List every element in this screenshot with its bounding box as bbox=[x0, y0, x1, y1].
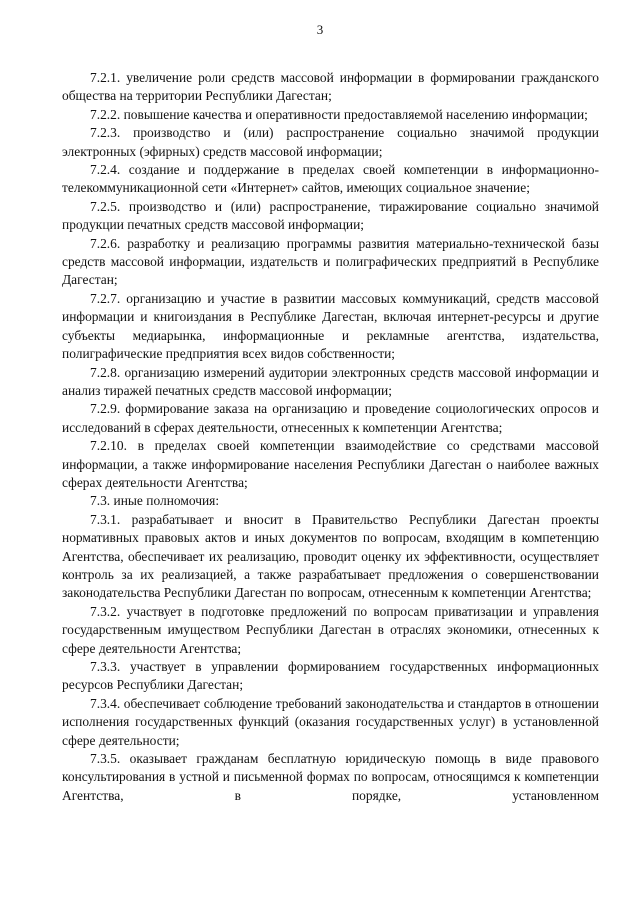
page-number: 3 bbox=[316, 22, 324, 37]
paragraph-7-2-2: 7.2.2. повышение качества и оперативности предоставляемой населению информации; bbox=[90, 106, 588, 122]
paragraph-7-2-4: 7.2.4. создание и поддержание в пределах своей компетенции в информационно-телекоммуникационной сети «Интернет» сайтов, имеющих социальное значение; bbox=[62, 162, 599, 196]
paragraph-7-3: 7.3. иные полномочия: bbox=[90, 493, 220, 509]
paragraph-7-2-7: 7.2.7. организацию и участие в развитии массовых коммуникаций, средств массовой информации и книгоиздания в Республике Дагестан, включая интернет-ресурсы и другие субъекты медиарынка, информационные и рекламные агентства, издательства, полиграфические предприятия всех видов собственности; bbox=[62, 290, 599, 362]
document-body bbox=[62, 69, 599, 805]
paragraph-7-2-6: 7.2.6. разработку и реализацию программы развития материально-технической базы средств массовой информации, издательств и полиграфических предприятий в Республике Дагестан; bbox=[62, 235, 599, 288]
paragraph-7-3-3: 7.3.3. участвует в управлении формированием государственных информационных ресурсов Республики Дагестан; bbox=[62, 659, 599, 693]
paragraph-7-2-3: 7.2.3. производство и (или) распространение социально значимой продукции электронных (эфирных) средств массовой информации; bbox=[62, 125, 599, 159]
paragraph-7-3-1: 7.3.1. разрабатывает и вносит в Правительство Республики Дагестан проекты нормативных правовых актов и иных документов по вопросам, входящим в компетенцию Агентства, обеспечивает их реализацию, проводит оценку их эффективности, осуществляет контроль за их реализацией, а также разрабатывает предложения о совершенствовании законодательства Республики Дагестан по вопросам, отнесенным к компетенции Агентства; bbox=[62, 511, 599, 601]
paragraph-7-3-5: 7.3.5. оказывает гражданам бесплатную юридическую помощь в виде правового консультирования в устной и письменной формах по вопросам, относящимся к компетенции Агентства, в порядке, установленном bbox=[62, 751, 599, 803]
paragraph-7-2-1: 7.2.1. увеличение роли средств массовой информации в формировании гражданского общества на территории Республики Дагестан; bbox=[62, 70, 599, 104]
paragraph-7-2-5: 7.2.5. производство и (или) распространение, тиражирование социально значимой продукции печатных средств массовой информации; bbox=[62, 198, 599, 233]
paragraph-7-3-2: 7.3.2. участвует в подготовке предложений по вопросам приватизации и управления государственным имуществом Республики Дагестан в отраслях экономики, отнесенных к сфере деятельности Агентства; bbox=[62, 603, 599, 656]
paragraph-7-2-10: 7.2.10. в пределах своей компетенции взаимодействие со средствами массовой информации, а также информирование населения Республики Дагестан о наиболее важных сферах деятельности Агентства; bbox=[62, 438, 599, 490]
paragraph-7-3-4: 7.3.4. обеспечивает соблюдение требований законодательства и стандартов в отношении исполнения государственных функций (оказания государственных услуг) в установленной сфере деятельности; bbox=[62, 695, 599, 748]
paragraph-7-2-8: 7.2.8. организацию измерений аудитории электронных средств массовой информации и анализ тиражей печатных средств массовой информации; bbox=[62, 364, 599, 398]
paragraph-7-2-9: 7.2.9. формирование заказа на организацию и проведение социологических опросов и исследований в сферах деятельности, отнесенных к компетенции Агентства; bbox=[62, 401, 599, 435]
